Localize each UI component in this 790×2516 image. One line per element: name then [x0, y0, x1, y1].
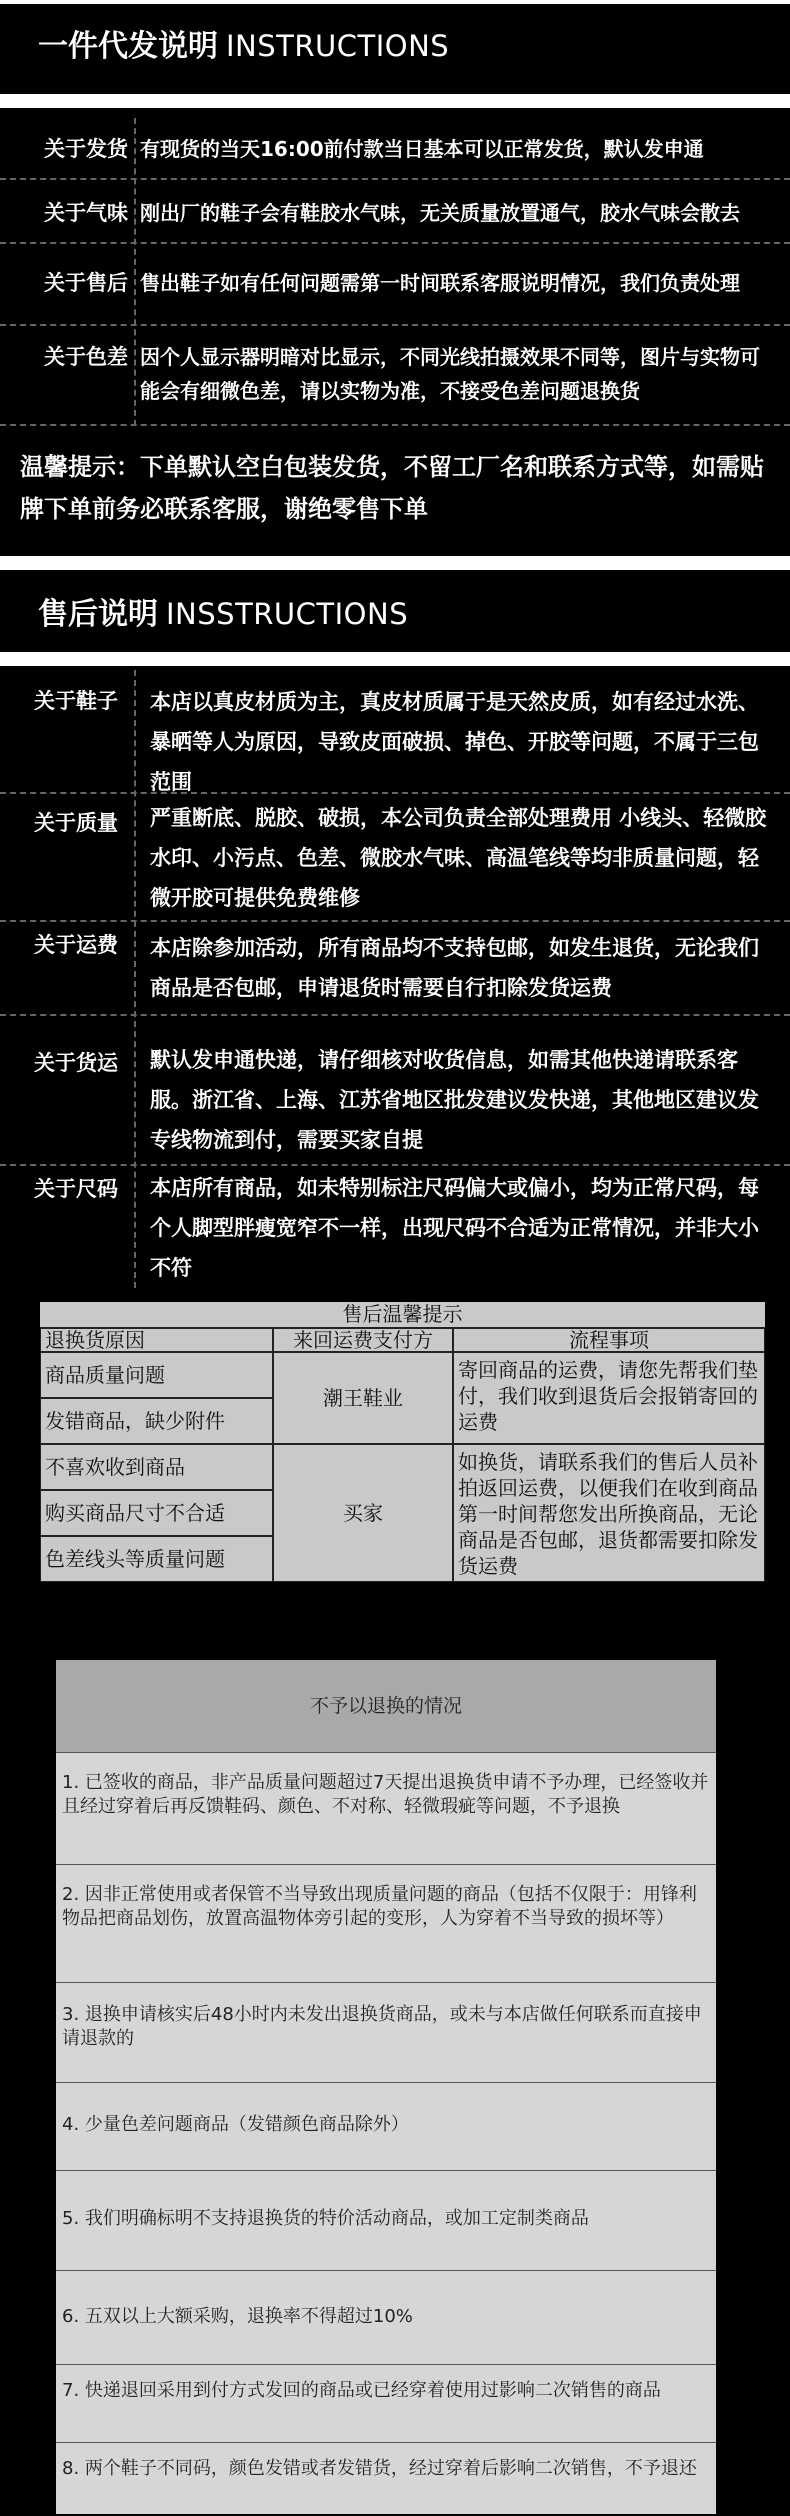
instructions-row-shipping — [0, 118, 790, 180]
instructions-column-divider — [134, 118, 136, 426]
list-item: 6. 五双以上大额采购，退换率不得超过10% — [56, 2270, 716, 2364]
row-label: 关于气味 — [44, 201, 128, 225]
after-sales-row-size — [0, 1168, 790, 1288]
table-title: 售后温馨提示 — [40, 1302, 765, 1328]
instructions-divider-bar — [0, 94, 790, 108]
process-cell: 如换货，请联系我们的售后人员补拍返回运费，以便我们在收到商品第一时间帮您发出所换商品，无论商品是否包邮，退货都需要扣除发货运费 — [453, 1444, 765, 1582]
row-text: 本店除参加活动，所有商品均不支持包邮，如发生退货，无论我们商品是否包邮，申请退货时需要自行扣除发货运费 — [150, 936, 759, 1000]
after-sales-tips-table — [40, 1302, 765, 1582]
payer-cell: 买家 — [273, 1444, 453, 1582]
instructions-row-smell — [0, 182, 790, 244]
non-returnable-table — [56, 1660, 716, 2514]
after-sales-row-quality — [0, 796, 790, 922]
row-text: 本店以真皮材质为主，真皮材质属于是天然皮质，如有经过水洗、暴晒等人为原因，导致皮面破损、掉色、开胶等问题，不属于三包范围 — [150, 690, 759, 794]
row-label: 关于色差 — [44, 345, 128, 369]
list-item: 4. 少量色差问题商品（发错颜色商品除外） — [56, 2082, 716, 2170]
instructions-tip: 温馨提示：下单默认空白包装发货，不留工厂名和联系方式等，如需贴牌下单前务必联系客服，谢绝零售下单 — [20, 453, 764, 523]
instructions-row-color — [0, 328, 790, 426]
reason-cell: 发错商品，缺少附件 — [40, 1398, 273, 1444]
instructions-title-en: INSTRUCTIONS — [226, 29, 450, 63]
after-sales-top-bar — [0, 556, 790, 570]
row-text: 默认发申通快递，请仔细核对收货信息，如需其他快递请联系客服。浙江省、上海、江苏省地区批发建议发快递，其他地区建议发专线物流到付，需要买家自提 — [150, 1048, 759, 1152]
row-text: 严重断底、脱胶、破损，本公司负责全部处理费用 小线头、轻微胶水印、小污点、色差、微胶水气味、高温笔线等均非质量问题，轻微开胶可提供免费维修 — [150, 806, 767, 910]
row-label: 关于鞋子 — [34, 689, 118, 713]
reason-cell: 不喜欢收到商品 — [40, 1444, 273, 1490]
row-label: 关于运费 — [34, 933, 118, 957]
after-sales-heading — [38, 597, 409, 632]
row-label: 关于尺码 — [34, 1177, 118, 1201]
payer-cell: 潮王鞋业 — [273, 1352, 453, 1444]
row-label: 关于货运 — [34, 1051, 118, 1075]
header-reason: 退换货原因 — [40, 1328, 273, 1352]
header-process: 流程事项 — [453, 1328, 765, 1352]
list-item: 5. 我们明确标明不支持退换货的特价活动商品，或加工定制类商品 — [56, 2170, 716, 2270]
list-item: 2. 因非正常使用或者保管不当导致出现质量问题的商品（包括不仅限于：用锋利物品把商品划伤，放置高温物体旁引起的变形，人为穿着不当导致的损坏等） — [56, 1864, 716, 1982]
header-payer: 来回运费支付方 — [273, 1328, 453, 1352]
row-label: 关于质量 — [34, 811, 118, 835]
after-sales-divider-bar — [0, 652, 790, 666]
reason-cell: 商品质量问题 — [40, 1352, 273, 1398]
row-label: 关于售后 — [44, 271, 128, 295]
instructions-heading — [38, 29, 450, 64]
list-item: 1. 已签收的商品，非产品质量问题超过7天提出退换货申请不予办理，已经签收并且经过穿着后再反馈鞋码、颜色、不对称、轻微瑕疵等问题，不予退换 — [56, 1752, 716, 1864]
reason-cell: 色差线头等质量问题 — [40, 1536, 273, 1582]
list-item: 7. 快递退回采用到付方式发回的商品或已经穿着使用过影响二次销售的商品 — [56, 2364, 716, 2442]
row-text: 刚出厂的鞋子会有鞋胶水气味，无关质量放置通气，胶水气味会散去 — [140, 201, 740, 225]
row-text: 本店所有商品，如未特别标注尺码偏大或偏小，均为正常尺码，每个人脚型胖瘦宽窄不一样，出现尺码不合适为正常情况，并非大小不符 — [150, 1176, 759, 1280]
instructions-title-cn: 一件代发说明 — [38, 29, 218, 64]
row-text: 因个人显示器明暗对比显示，不同光线拍摄效果不同等，图片与实物可能会有细微色差，请以实物为准，不接受色差问题退换货 — [140, 345, 760, 403]
after-sales-column-divider — [134, 670, 136, 1288]
instructions-row-service — [0, 246, 790, 326]
top-white-bar — [0, 0, 790, 4]
table-title: 不予以退换的情况 — [56, 1660, 716, 1752]
after-sales-row-shoes — [0, 670, 790, 794]
row-text: 售出鞋子如有任何问题需第一时间联系客服说明情况，我们负责处理 — [140, 271, 740, 295]
reason-cell: 购买商品尺寸不合适 — [40, 1490, 273, 1536]
after-sales-row-delivery — [0, 1018, 790, 1166]
after-sales-row-freight — [0, 924, 790, 1016]
list-item: 3. 退换申请核实后48小时内未发出退换货商品，或未与本店做任何联系而直接申请退款的 — [56, 1982, 716, 2082]
after-sales-title-cn: 售后说明 — [38, 597, 158, 632]
list-item: 8. 两个鞋子不同码，颜色发错或者发错货，经过穿着后影响二次销售，不予退还 — [56, 2442, 716, 2514]
row-text: 有现货的当天16:00前付款当日基本可以正常发货，默认发申通 — [140, 137, 704, 161]
row-label: 关于发货 — [44, 137, 128, 161]
after-sales-title-en: INSSTRUCTIONS — [166, 597, 409, 631]
process-cell: 寄回商品的运费，请您先帮我们垫付，我们收到退货后会报销寄回的运费 — [453, 1352, 765, 1444]
